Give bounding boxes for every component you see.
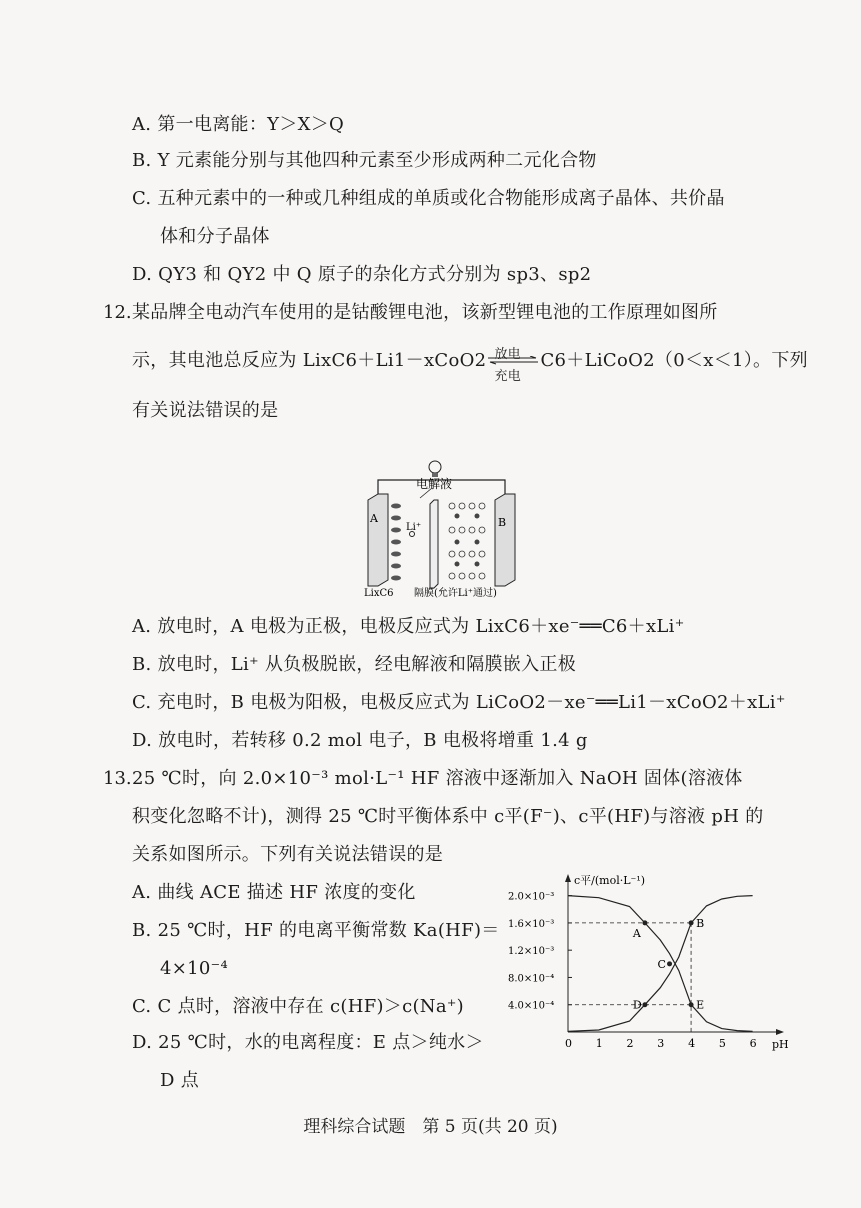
- q12-option-c: C. 充电时，B 电极为阳极，电极反应式为 LiCoO2－xe⁻══Li1－xCoO2＋xLi⁺: [132, 692, 786, 713]
- q12-stem-line2-post: C6＋LiCoO2（0＜x＜1）。下列: [540, 350, 808, 371]
- q13-option-b-line1: B. 25 ℃时，HF 的电离平衡常数 Ka(HF)＝: [132, 920, 500, 941]
- q11-option-a: A. 第一电离能：Y＞X＞Q: [132, 114, 345, 135]
- q12-option-b: B. 放电时，Li⁺ 从负极脱嵌，经电解液和隔膜嵌入正极: [132, 654, 577, 675]
- point-label-e: E: [696, 998, 705, 1012]
- q12-number: 12.: [103, 302, 132, 323]
- x-tick-label: 6: [749, 1037, 757, 1050]
- q12-stem-line3: 有关说法错误的是: [132, 400, 279, 421]
- point-a: [642, 920, 647, 925]
- x-tick-label: 2: [626, 1037, 634, 1050]
- y-tick-label: 1.2×10⁻³: [508, 946, 555, 958]
- arrow-bottom-label: 充电: [494, 369, 522, 384]
- page-footer: 理科综合试题 第 5 页(共 20 页): [303, 1117, 558, 1137]
- q13-option-d-line1: D. 25 ℃时，水的电离程度：E 点＞纯水＞: [132, 1032, 484, 1053]
- q13-stem-line2: 积变化忽略不计)，测得 25 ℃时平衡体系中 c平(F⁻)、c平(HF)与溶液 pH 的: [132, 806, 764, 827]
- q12-stem-line2-pre: 示，其电池总反应为 LixC6＋Li1－xCoO2: [132, 350, 487, 371]
- point-label-b: B: [696, 916, 705, 930]
- y-axis-label: c平/(mol·L⁻¹): [574, 874, 646, 887]
- q11-option-b: B. Y 元素能分别与其他四种元素至少形成两种二元化合物: [132, 150, 597, 171]
- x-tick-label: 5: [718, 1037, 726, 1050]
- graphite-layers: [391, 504, 401, 581]
- membrane-label: 隔膜(允许Li⁺通过): [414, 588, 497, 599]
- ion-label: Li⁺: [406, 522, 422, 533]
- q13-option-d-line2: D 点: [160, 1070, 200, 1091]
- q13-number: 13.: [103, 768, 132, 789]
- q13-option-a: A. 曲线 ACE 描述 HF 浓度的变化: [132, 882, 416, 903]
- reversible-arrow: [486, 347, 540, 384]
- point-label-a: A: [632, 926, 641, 940]
- y-tick-label: 8.0×10⁻⁴: [508, 973, 555, 985]
- cobalt-oxide-layers: [449, 503, 485, 579]
- point-d: [642, 1002, 647, 1007]
- x-axis-label: pH: [772, 1038, 789, 1051]
- y-tick-label: 2.0×10⁻³: [508, 891, 555, 903]
- separator-membrane: [430, 500, 438, 588]
- q13-option-c: C. C 点时，溶液中存在 c(HF)＞c(Na⁺): [132, 996, 465, 1017]
- x-axis-arrow: [776, 1029, 784, 1035]
- y-axis-arrow: [565, 874, 571, 882]
- hf-concentration-chart: [500, 870, 790, 1055]
- point-label-c: C: [657, 957, 666, 971]
- point-label-d: D: [632, 998, 642, 1012]
- electrode-a: [368, 494, 388, 586]
- cobalt-atoms: [455, 514, 480, 567]
- x-tick-label: 0: [565, 1037, 572, 1050]
- point-c: [667, 961, 672, 966]
- battery-diagram: [360, 460, 530, 600]
- electrode-a-label: A: [370, 512, 378, 525]
- y-tick-label: 4.0×10⁻⁴: [508, 1000, 555, 1012]
- electrode-b: [495, 494, 515, 586]
- lixc6-label: LixC6: [364, 588, 394, 599]
- q12-option-a: A. 放电时，A 电极为正极，电极反应式为 LixC6＋xe⁻══C6＋xLi⁺: [132, 616, 685, 637]
- q12-stem-line1: 某品牌全电动汽车使用的是钴酸锂电池，该新型锂电池的工作原理如图所: [132, 302, 718, 323]
- bulb-icon: [429, 461, 441, 477]
- electrode-b-label: B: [498, 516, 507, 529]
- q12-stem-line2: [132, 347, 808, 384]
- point-e: [689, 1002, 694, 1007]
- y-tick-label: 1.6×10⁻³: [508, 918, 555, 930]
- q11-option-c-line1: C. 五种元素中的一种或几种组成的单质或化合物能形成离子晶体、共价晶: [132, 188, 725, 209]
- electrolyte-label: 电解液: [416, 477, 453, 491]
- x-tick-label: 4: [688, 1037, 696, 1050]
- q13-stem-line1: 25 ℃时，向 2.0×10⁻³ mol·L⁻¹ HF 溶液中逐渐加入 NaOH 固体(溶液体: [132, 768, 743, 789]
- arrow-top-label: 放电: [494, 347, 522, 362]
- point-b: [689, 920, 694, 925]
- x-tick-label: 1: [595, 1037, 603, 1050]
- q13-stem-line3: 关系如图所示。下列有关说法错误的是: [132, 844, 444, 865]
- q12-option-d: D. 放电时，若转移 0.2 mol 电子，B 电极将增重 1.4 g: [132, 730, 588, 751]
- q13-option-b-line2: 4×10⁻⁴: [160, 958, 228, 979]
- x-tick-label: 3: [657, 1037, 665, 1050]
- q11-option-d: D. QY3 和 QY2 中 Q 原子的杂化方式分别为 sp3、sp2: [132, 264, 592, 285]
- q11-option-c-line2: 体和分子晶体: [160, 226, 270, 247]
